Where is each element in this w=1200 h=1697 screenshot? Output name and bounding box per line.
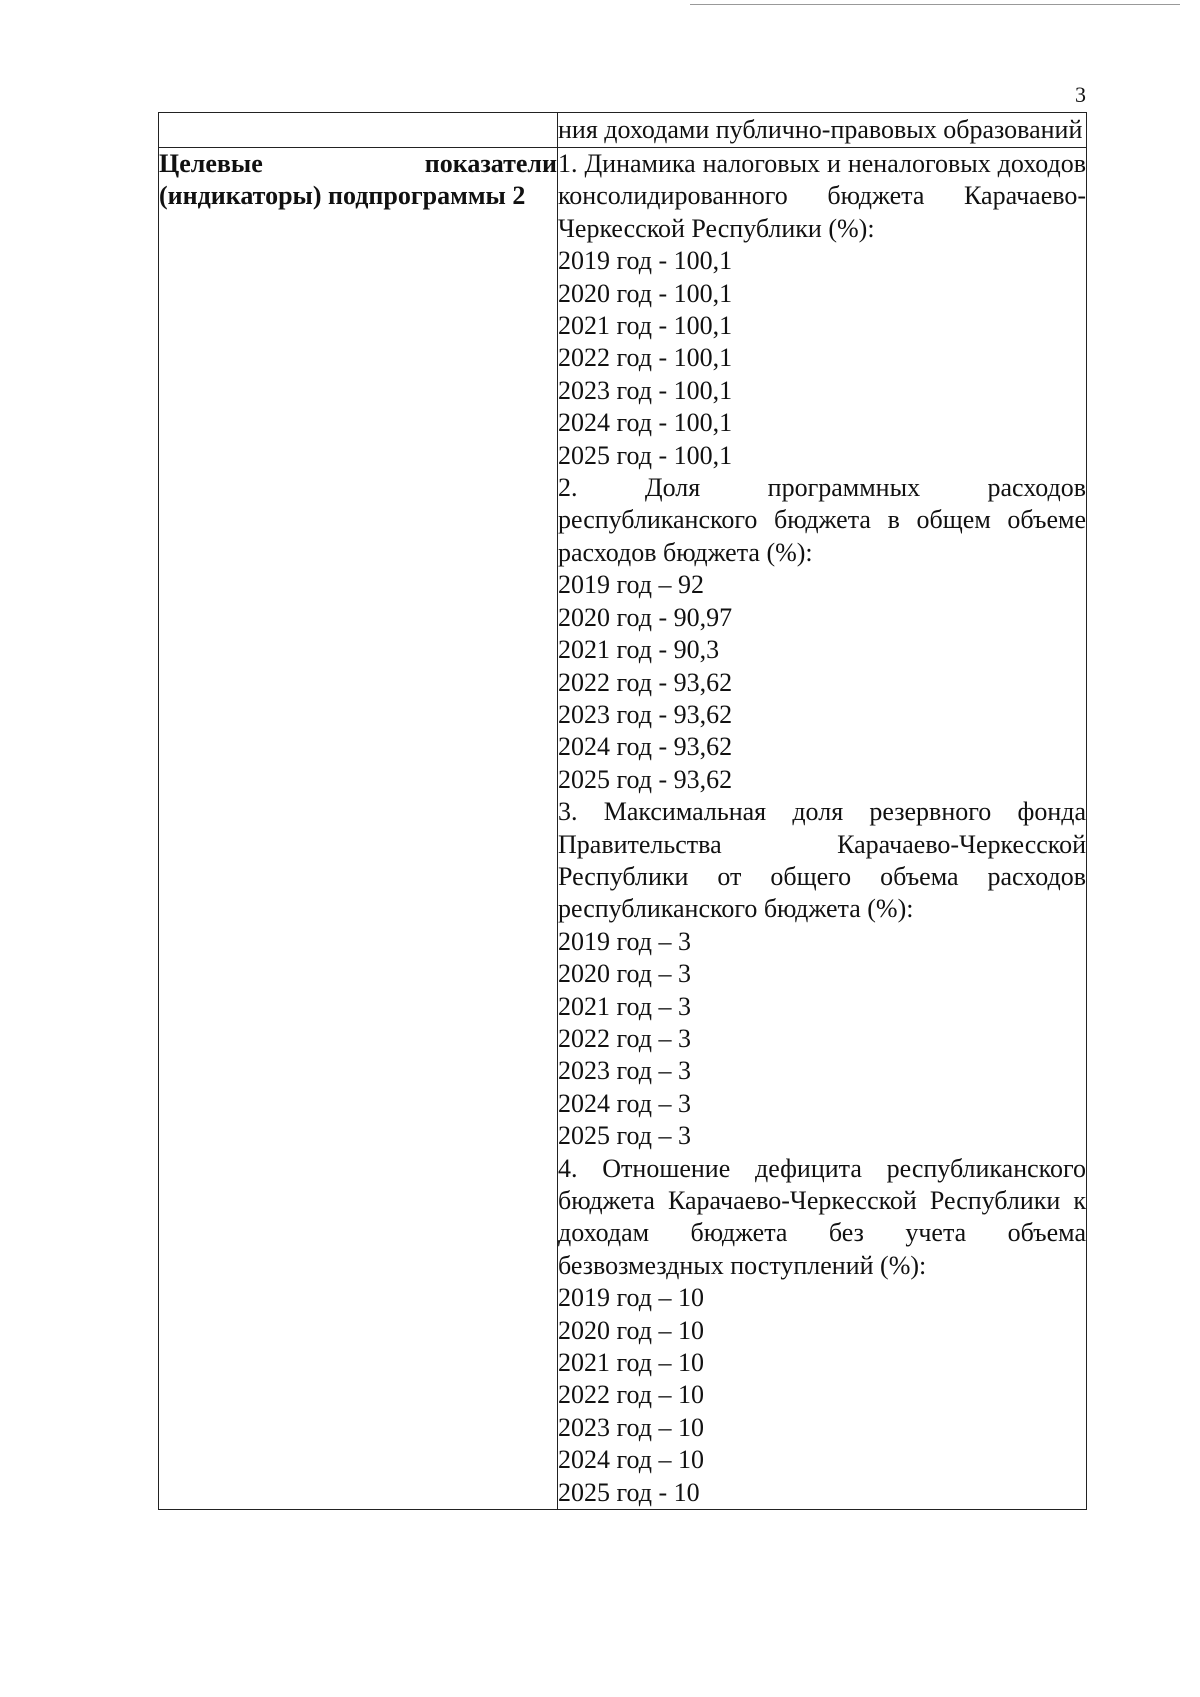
indicator-year-value: 2019 год – 92 (558, 570, 704, 600)
passport-table (158, 112, 1087, 1510)
indicator-year-value: 2025 год - 100,1 (558, 440, 733, 470)
indicator-year-value: 2022 год - 100,1 (558, 343, 733, 373)
table-row-continuation (159, 113, 1087, 148)
indicator-list (558, 148, 1086, 1509)
indicator-title: 3. Максимальная доля резервного фонда Правительства Карачаево-Черкесской Республики от общего объема расходов республиканского бюджета (%): (558, 797, 1086, 924)
indicator-year-value: 2019 год – 10 (558, 1283, 704, 1313)
indicator-year-value: 2021 год - 90,3 (558, 635, 720, 665)
indicator-year-value: 2025 год - 10 (558, 1477, 700, 1507)
indicator-title: 4. Отношение дефицита республиканского бюджета Карачаево-Черкесской Республики к доходам бюджета без учета объема безвозмездных поступлений (%): (558, 1153, 1086, 1280)
indicator-year-value: 2019 год - 100,1 (558, 246, 733, 276)
continuation-text: ния доходами публично-правовых образований (558, 113, 1087, 148)
indicator-block (558, 796, 1086, 1152)
indicator-title: 1. Динамика налоговых и неналоговых доходов консолидированного бюджета Карачаево-Черкесской Республики (%): (558, 149, 1086, 243)
indicator-year-value: 2019 год – 3 (558, 926, 691, 956)
indicator-block (558, 472, 1086, 796)
indicator-year-value: 2020 год - 100,1 (558, 278, 733, 308)
indicator-year-value: 2022 год – 3 (558, 1023, 691, 1053)
indicator-year-value: 2023 год - 93,62 (558, 699, 733, 729)
indicator-year-value: 2021 год – 3 (558, 991, 691, 1021)
indicator-year-value: 2021 год – 10 (558, 1348, 704, 1378)
indicator-year-value: 2025 год – 3 (558, 1121, 691, 1151)
indicator-year-value: 2024 год – 3 (558, 1088, 691, 1118)
indicator-year-value: 2023 год – 3 (558, 1056, 691, 1086)
indicator-year-value: 2021 год - 100,1 (558, 311, 733, 341)
indicator-year-value: 2022 год - 93,62 (558, 667, 733, 697)
table-row-indicators (159, 148, 1087, 1510)
indicator-year-value: 2024 год - 93,62 (558, 732, 733, 762)
indicator-year-value: 2023 год - 100,1 (558, 375, 733, 405)
indicator-block (558, 1153, 1086, 1509)
indicators-label: Целевые показатели (индикаторы) подпрограммы 2 (159, 148, 558, 1510)
indicator-year-value: 2022 год – 10 (558, 1380, 704, 1410)
indicator-year-value: 2024 год – 10 (558, 1445, 704, 1475)
indicators-cell (558, 148, 1087, 1510)
indicator-year-value: 2023 год – 10 (558, 1412, 704, 1442)
indicator-year-value: 2020 год – 10 (558, 1315, 704, 1345)
scan-edge-line (690, 4, 1180, 5)
indicator-block (558, 148, 1086, 472)
indicator-year-value: 2024 год - 100,1 (558, 408, 733, 438)
indicator-year-value: 2020 год – 3 (558, 959, 691, 989)
indicator-title: 2. Доля программных расходов республиканского бюджета в общем объеме расходов бюджета (%): (558, 473, 1086, 567)
page-number: 3 (1075, 82, 1086, 107)
indicator-year-value: 2020 год - 90,97 (558, 602, 733, 632)
indicator-year-value: 2025 год - 93,62 (558, 764, 733, 794)
left-cell-empty (159, 113, 558, 148)
